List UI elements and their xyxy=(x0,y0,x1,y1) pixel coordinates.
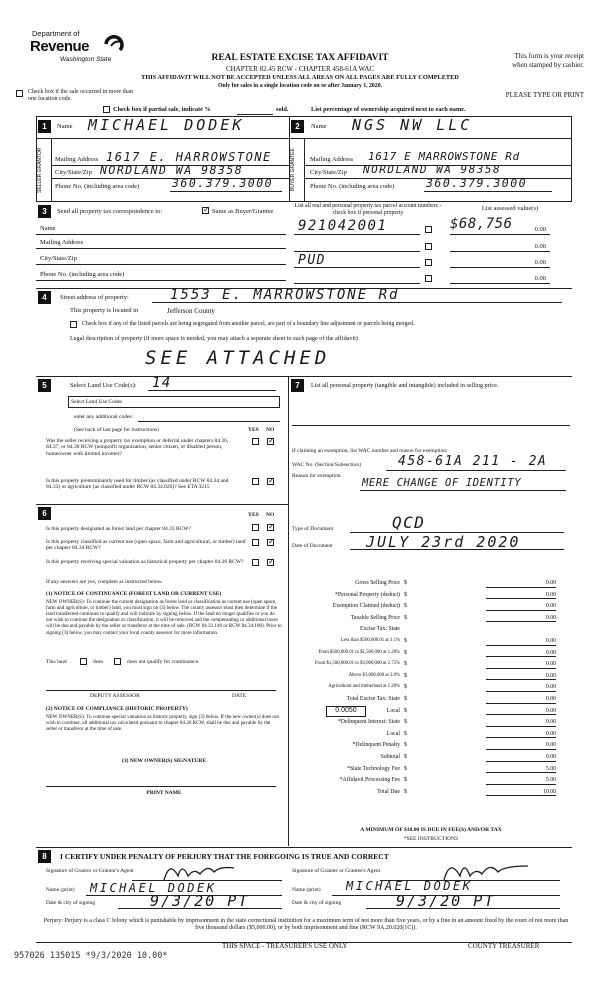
calc-value[interactable]: 0.00 xyxy=(486,719,556,727)
calc-row xyxy=(292,777,560,787)
assessed-value[interactable]: 0.00 xyxy=(534,243,546,250)
date-label: DATE xyxy=(232,693,247,699)
timber-no-checkbox[interactable] xyxy=(267,478,274,485)
assessed-value[interactable]: 0.00 xyxy=(534,259,546,266)
claiming-exemption-label: If claiming an exemption, list WAC number and reason for exemption: xyxy=(292,448,448,454)
calc-dollar: $ xyxy=(404,649,407,656)
calc-label: *Personal Property (deduct) xyxy=(334,591,400,598)
seller-mailing-value[interactable]: 1617 E. HARROWSTONE xyxy=(106,150,272,164)
no-header: NO xyxy=(266,427,275,433)
type-or-print: PLEASE TYPE OR PRINT xyxy=(505,91,584,99)
calc-value[interactable]: 0.00 xyxy=(486,592,556,600)
print-name-label: PRINT NAME xyxy=(146,790,182,796)
seller-name-label: Name xyxy=(57,123,73,130)
grantee-date-line xyxy=(366,908,560,909)
calc-row xyxy=(292,742,560,752)
minimum-due-note: A MINIMUM OF $10.00 IS DUE IN FEE(S) AND/OR TAX xyxy=(360,827,502,833)
does-not-qualify-checkbox[interactable] xyxy=(114,658,121,665)
seller-city-value[interactable]: NORDLAND WA 98358 xyxy=(100,163,244,177)
reason-label: Reason for exemption xyxy=(292,473,341,479)
calc-label: *State Technology Fee xyxy=(347,765,400,772)
dept-line2: Revenue xyxy=(30,38,90,55)
this-land-label: This land xyxy=(46,659,67,665)
dept-line1: Department of xyxy=(32,29,80,38)
calc-dollar: $ xyxy=(404,707,407,714)
calc-value[interactable]: 0.00 xyxy=(486,661,556,669)
section-8-top-line xyxy=(36,847,572,848)
deputy-assessor-line xyxy=(46,690,276,691)
calc-row xyxy=(292,661,560,671)
calc-value[interactable]: 5.00 xyxy=(486,777,556,785)
calc-row xyxy=(292,731,560,741)
calc-label: Less than $500,000.01 at 1.1% xyxy=(340,638,400,643)
local-rate-box[interactable]: 0.0050 xyxy=(326,706,366,717)
section-8-badge: 8 xyxy=(38,850,51,863)
calc-row xyxy=(292,615,560,625)
exemption-no-checkbox[interactable] xyxy=(267,438,274,445)
seller-side-divider xyxy=(51,138,52,202)
does-qualify-checkbox[interactable] xyxy=(80,658,87,665)
does-label: does xyxy=(93,659,104,665)
seller-mailing-label: Mailing Address xyxy=(55,156,99,163)
calc-value[interactable]: 10.00 xyxy=(486,789,556,797)
personal-property-checkbox[interactable] xyxy=(425,243,432,250)
corr-phone-label: Phone No. (including area code) xyxy=(40,271,125,278)
calc-label: Above $3,000,000 at 3.0% xyxy=(348,672,400,678)
buyer-side-label: BUYER GRANTEE xyxy=(290,148,296,192)
county-value: Jefferson County xyxy=(167,307,215,315)
calc-label: Excise Tax: State xyxy=(359,626,400,633)
section-6-badge: 6 xyxy=(38,507,51,520)
calc-value[interactable]: 0.00 xyxy=(486,684,556,692)
s6-yes-header: YES xyxy=(248,512,259,518)
grantee-date-label: Date & city of signing xyxy=(292,900,342,906)
value-line xyxy=(450,234,550,235)
seller-phone-line xyxy=(170,191,282,192)
parcel-header: List all real and personal property tax parcel account numbers - check box if personal property xyxy=(294,203,442,216)
grantor-date-label: Date & city of signing xyxy=(46,900,96,906)
corr-mailing-label: Mailing Address xyxy=(40,239,84,246)
new-owner-signature-line xyxy=(46,786,276,787)
street-address-label: Street address of property: xyxy=(60,294,129,301)
form-chapter: CHAPTER 82.45 RCW - CHAPTER 458-61A WAC xyxy=(225,65,375,73)
reason-line xyxy=(360,490,566,491)
receipt-note-2: when stamped by cashier. xyxy=(512,61,584,69)
buyer-city-value[interactable]: NORDLAND WA 98358 xyxy=(363,163,502,176)
calc-label: Gross Selling Price xyxy=(355,580,400,586)
calc-row xyxy=(292,696,560,706)
calc-row xyxy=(292,766,560,776)
calc-label: *Delinquent Interest: State xyxy=(337,719,400,726)
calc-row xyxy=(292,638,560,648)
calc-row xyxy=(292,650,560,660)
calc-label: Local xyxy=(386,707,400,714)
new-owner-signature-label: (3) NEW OWNER(S) SIGNATURE xyxy=(122,758,206,764)
document-date-line xyxy=(350,549,564,550)
calc-dollar: $ xyxy=(404,684,407,691)
calc-label: Exemption Claimed (deduct) xyxy=(332,603,400,610)
partial-sale-label: Check box if partial sale, indicate % xyxy=(113,106,211,113)
document-type-value[interactable]: QCD xyxy=(392,513,426,532)
corr-name-label: Name xyxy=(40,225,56,232)
timber-yes-checkbox[interactable] xyxy=(252,478,259,485)
calc-row xyxy=(292,603,560,613)
seller-name-value[interactable]: MICHAEL DODEK xyxy=(88,116,245,134)
calc-dollar: $ xyxy=(404,765,407,772)
parcel-line xyxy=(294,234,420,235)
legal-description-value[interactable]: SEE ATTACHED xyxy=(145,347,331,369)
calc-row xyxy=(292,789,560,799)
land-use-select[interactable]: Select Land Use Codes xyxy=(68,396,280,408)
see-back-label: (See back of last page for instructions) xyxy=(74,427,159,433)
buyer-side-divider xyxy=(304,138,305,202)
personal-property-label: List all personal property (tangible and intangible) included in selling price. xyxy=(311,382,499,389)
parcel-line xyxy=(294,267,420,268)
calc-value[interactable]: 0.00 xyxy=(486,696,556,704)
partial-percent-line xyxy=(237,114,273,115)
receipt-note-1: This form is your receipt xyxy=(514,52,584,60)
seller-side-label: SELLER GRANTOR xyxy=(37,147,43,193)
land-use-line xyxy=(148,390,276,391)
notice-compliance-title: (2) NOTICE OF COMPLIANCE (HISTORIC PROPERTY) xyxy=(46,706,188,712)
section-7-badge: 7 xyxy=(291,379,304,392)
assessed-value[interactable]: 0.00 xyxy=(534,226,546,233)
perjury-notice: Perjury: Perjury is a class C felony which is punishable by imprisonment in the state correctional institution for a maximum term of not more than five years, or by a fine in an amount fixed by the court of not more than five thousand dollars ($5,000.00), or by both imprisonment and fine (RCW 9A.20.020(1C)). xyxy=(43,918,569,931)
seller-city-label: City/State/Zip xyxy=(55,169,92,176)
segregated-label: Check box if any of the listed parcels are being segregated from another parcel, are part of a boundary line adjustment or parcels being merged. xyxy=(82,321,415,327)
calc-label: Agricultural and timberland at 1.28% xyxy=(328,684,400,690)
calc-value[interactable]: 5.00 xyxy=(486,766,556,774)
calc-value[interactable]: 0.00 xyxy=(486,731,556,739)
exemption-question: Was the seller receiving a property tax exemption or deferral under chapters 84.36, 84.37, or 84.38 RCW (nonprofit organization, senior citizen, or disabled person, homeowner with limited income)? xyxy=(46,438,229,457)
grantee-name-value[interactable]: MICHAEL DODEK xyxy=(346,879,473,893)
if-yes-note: If any answers are yes, complete as instructed below. xyxy=(46,579,163,585)
calc-row xyxy=(292,580,560,590)
buyer-phone-value[interactable]: 360.379.3000 xyxy=(426,176,528,190)
calc-label: Subtotal xyxy=(380,754,400,760)
yes-header: YES xyxy=(248,427,259,433)
section-6-top-line xyxy=(36,504,288,505)
form-title: REAL ESTATE EXCISE TAX AFFIDAVIT xyxy=(211,53,389,63)
document-date-label: Date of Document xyxy=(292,543,333,549)
seller-phone-label: Phone No. (including area code) xyxy=(55,183,140,190)
document-date-value[interactable]: JULY 23rd 2020 xyxy=(366,533,521,551)
street-address-value[interactable]: 1553 E. MARROWSTONE Rd xyxy=(170,287,400,303)
calc-row xyxy=(292,592,560,602)
historic-yes-checkbox[interactable] xyxy=(252,559,259,566)
swoosh-icon xyxy=(102,32,124,56)
calc-value[interactable]: 0.00 xyxy=(486,580,556,588)
historic-question: Is this property receiving special valuation as historical property per chapter 84.26 RCW? xyxy=(46,559,244,565)
forest-yes-checkbox[interactable] xyxy=(252,524,259,531)
buyer-city-label: City/State/Zip xyxy=(310,169,347,176)
exemption-yes-checkbox[interactable] xyxy=(252,438,259,445)
personal-property-line xyxy=(292,425,570,426)
additional-codes-line xyxy=(138,421,280,422)
dept-line3: Washington State xyxy=(60,56,112,63)
grantee-name-label: Name (print) xyxy=(292,887,321,893)
s6-no-header: NO xyxy=(266,512,275,518)
treasurer-use-label: THIS SPACE - TREASURER'S USE ONLY xyxy=(222,942,348,950)
street-address-line xyxy=(152,302,562,303)
parcel-number[interactable]: 921042001 xyxy=(298,218,388,234)
forest-no-checkbox[interactable] xyxy=(267,524,274,531)
corr-city-label: City/State/Zip xyxy=(40,255,77,262)
section-3-badge: 3 xyxy=(38,205,51,218)
forest-land-question: Is this property designated as forest land per chapter 84.33 RCW? xyxy=(46,526,191,532)
calc-value[interactable]: 0.00 xyxy=(486,754,556,762)
assessed-value-header: List assessed value(s) xyxy=(481,205,539,212)
land-use-label: Select Land Use Code(s): xyxy=(70,382,137,389)
calc-dollar: $ xyxy=(404,603,407,610)
calc-row xyxy=(292,719,560,729)
calc-row xyxy=(292,673,560,683)
calc-value[interactable]: 0.00 xyxy=(486,708,556,716)
corr-phone-line xyxy=(36,280,286,281)
legal-description-label: Legal description of property (if more space is needed, you may attach a separate sheet to each page of the affidavit) xyxy=(70,335,358,342)
calc-dollar: $ xyxy=(404,730,407,737)
historic-no-checkbox[interactable] xyxy=(267,559,274,566)
calc-dollar: $ xyxy=(404,754,407,760)
buyer-mailing-value[interactable]: 1617 E MARROWSTONE Rd xyxy=(368,150,520,163)
assessed-value-handwritten[interactable]: $68,756 xyxy=(450,216,513,232)
buyer-phone-label: Phone No. (including area code) xyxy=(310,183,395,190)
calc-dollar: $ xyxy=(404,661,407,668)
timber-question: Is this property predominantly used for timber (as classified under RCW 84.34 and 84.33) or agriculture (as classified under RCW 84.34.020)? See ETA 3215 xyxy=(46,478,229,491)
document-type-label: Type of Document xyxy=(292,526,334,532)
value-line xyxy=(450,267,550,268)
multi-location-checkbox[interactable] xyxy=(16,90,23,97)
calc-label: Total Due xyxy=(377,788,400,795)
grantee-date-value[interactable]: 9/3/20 PT xyxy=(396,892,496,910)
calc-dollar: $ xyxy=(404,719,407,726)
corr-mailing-line xyxy=(36,248,286,249)
value-line xyxy=(450,251,550,252)
certify-statement: I CERTIFY UNDER PENALTY OF PERJURY THAT THE FOREGOING IS TRUE AND CORRECT xyxy=(60,852,389,861)
calc-dollar: $ xyxy=(404,672,407,679)
buyer-phone-line xyxy=(424,191,552,192)
calc-label: From $1,500,000.01 to $3,000,000 at 2.75% xyxy=(314,661,400,667)
current-use-question: Is this property classified as current use (open space, farm and agricultural, or timber) land per chapter 84.34 RCW? xyxy=(46,539,246,552)
calc-dollar: $ xyxy=(404,614,407,621)
wac-label: WAC No. (Section/Subsection) xyxy=(292,462,361,468)
corr-name-line xyxy=(36,234,286,235)
calc-dollar: $ xyxy=(404,777,407,784)
calc-row xyxy=(292,754,560,764)
calc-value[interactable]: 0.00 xyxy=(486,638,556,646)
dor-logo xyxy=(26,24,136,68)
calc-label: *Delinquent Penalty xyxy=(352,742,400,749)
notice-compliance-body: NEW OWNER(S): To continue special valuation as historic property, sign (3) below. If the new owner(s) does not wish to continue, all additional tax calculated pursuant to chapter 84.26 RCW, shall be due and payable by the seller or transferor at the time of sale. xyxy=(46,714,279,733)
calc-dollar: $ xyxy=(404,638,407,644)
calc-label: Local xyxy=(386,730,400,737)
section-5-top-line xyxy=(36,376,572,377)
calc-value[interactable]: 0.00 xyxy=(486,673,556,681)
seller-phone-value[interactable]: 360.379.3000 xyxy=(172,176,274,190)
section-4-badge: 4 xyxy=(38,291,51,304)
notice-continuance-title: (1) NOTICE OF CONTINUANCE (FOREST LAND OR CURRENT USE) xyxy=(46,591,222,597)
calc-label: From $500,000.01 to $1,500,000 at 1.28% xyxy=(318,649,400,655)
buyer-name-value[interactable]: NGS NW LLC xyxy=(352,116,473,134)
buyer-name-label: Name xyxy=(311,123,327,130)
section-5-badge: 5 xyxy=(38,379,51,392)
same-as-buyer-label: Same as Buyer/Grantee xyxy=(212,208,274,215)
land-use-value[interactable]: 14 xyxy=(152,375,172,391)
calc-label: *Affidavit Processing Fee xyxy=(339,777,400,784)
cashier-stamp: 957026 135015 *9/3/2020 10.00* xyxy=(14,951,168,961)
calc-value[interactable]: 0.00 xyxy=(486,650,556,658)
form-only-for: Only for sales in a single location code on or after January 1, 2020. xyxy=(217,83,383,89)
parcel-number[interactable]: PUD xyxy=(298,253,326,268)
calc-label: Taxable Selling Price xyxy=(350,614,400,621)
current-use-yes-checkbox[interactable] xyxy=(252,539,259,546)
parcel-line xyxy=(294,251,420,252)
does-not-label: does not qualify for continuance. xyxy=(127,659,200,665)
form-warning: THIS AFFIDAVIT WILL NOT BE ACCEPTED UNLESS ALL AREAS ON ALL PAGES ARE FULLY COMPLETED xyxy=(141,74,459,81)
correspondence-label: Send all property tax correspondence to: xyxy=(57,208,163,215)
segregated-checkbox[interactable] xyxy=(70,321,77,328)
deputy-assessor-label: DEPUTY ASSESSOR xyxy=(90,693,140,699)
calc-value[interactable]: 0.00 xyxy=(486,742,556,750)
parcel-line xyxy=(294,283,420,284)
grantor-date-line xyxy=(118,908,282,909)
calc-dollar: $ xyxy=(404,580,407,586)
notice-continuance-body: NEW OWNER(S): To continue the current designation as forest land or classification as current use (open space, farm and agriculture, or timber) land, you must sign on (3) below. The county assessor must then determine if the land transferred continues to qualify and will indicate by signing below. If the land no longer qualifies or you do not wish to continue the designation or classification, it will be removed and the compensating or additional taxes will be due and payable by the seller or transferor at the time of sale. (RCW 84.33.140 or RCW 84.34.108). Prior to signing (3) below, you may contact your local county assessor for more information. xyxy=(46,599,282,636)
additional-codes-label: enter any additional codes: xyxy=(74,414,134,420)
section-1-badge: 1 xyxy=(38,120,51,133)
assessed-value[interactable]: 0.00 xyxy=(534,275,546,282)
current-use-no-checkbox[interactable] xyxy=(267,539,274,546)
sold-label: sold. xyxy=(276,106,289,113)
see-instructions-note: *SEE INSTRUCTIONS xyxy=(403,836,459,842)
ownership-label: List percentage of ownership acquired next to each name. xyxy=(311,106,466,113)
calc-row xyxy=(292,684,560,694)
wac-value[interactable]: 458-61A 211 - 2A xyxy=(398,454,548,469)
calc-dollar: $ xyxy=(404,696,407,702)
grantor-date-value[interactable]: 9/3/20 PT xyxy=(150,892,250,910)
multi-location-label: Check box if the sale occurred in more than one location code. xyxy=(28,89,133,102)
grantee-signature-label: Signature of Grantee or Grantee's Agent xyxy=(292,868,381,874)
calc-value[interactable]: 0.00 xyxy=(486,603,556,611)
calc-label: Total Excise Tax: State xyxy=(346,696,400,702)
same-as-buyer-checkbox[interactable] xyxy=(202,207,209,214)
county-treasurer-label: COUNTY TREASURER xyxy=(468,942,540,950)
personal-property-checkbox[interactable] xyxy=(425,275,432,282)
calc-row xyxy=(292,626,560,636)
value-line xyxy=(450,283,550,284)
personal-property-checkbox[interactable] xyxy=(425,259,432,266)
located-in-label: This property is located in xyxy=(70,307,139,314)
section-2-badge: 2 xyxy=(291,120,304,133)
partial-sale-checkbox[interactable] xyxy=(103,106,110,113)
grantor-name-label: Name (print) xyxy=(46,887,75,893)
personal-property-checkbox[interactable] xyxy=(425,226,432,233)
middle-column-divider xyxy=(288,376,289,846)
calc-value[interactable]: 0.00 xyxy=(486,615,556,623)
buyer-mailing-label: Mailing Address xyxy=(310,156,354,163)
corr-city-line xyxy=(36,264,286,265)
calc-dollar: $ xyxy=(404,591,407,598)
grantor-signature-label: Signature of Grantor or Grantor's Agent xyxy=(46,868,134,874)
grantor-name-value[interactable]: MICHAEL DODEK xyxy=(90,881,217,895)
reason-value[interactable]: MERE CHANGE OF IDENTITY xyxy=(362,477,522,489)
calc-dollar: $ xyxy=(404,742,407,749)
calc-dollar: $ xyxy=(404,788,407,795)
wac-line xyxy=(386,470,566,471)
